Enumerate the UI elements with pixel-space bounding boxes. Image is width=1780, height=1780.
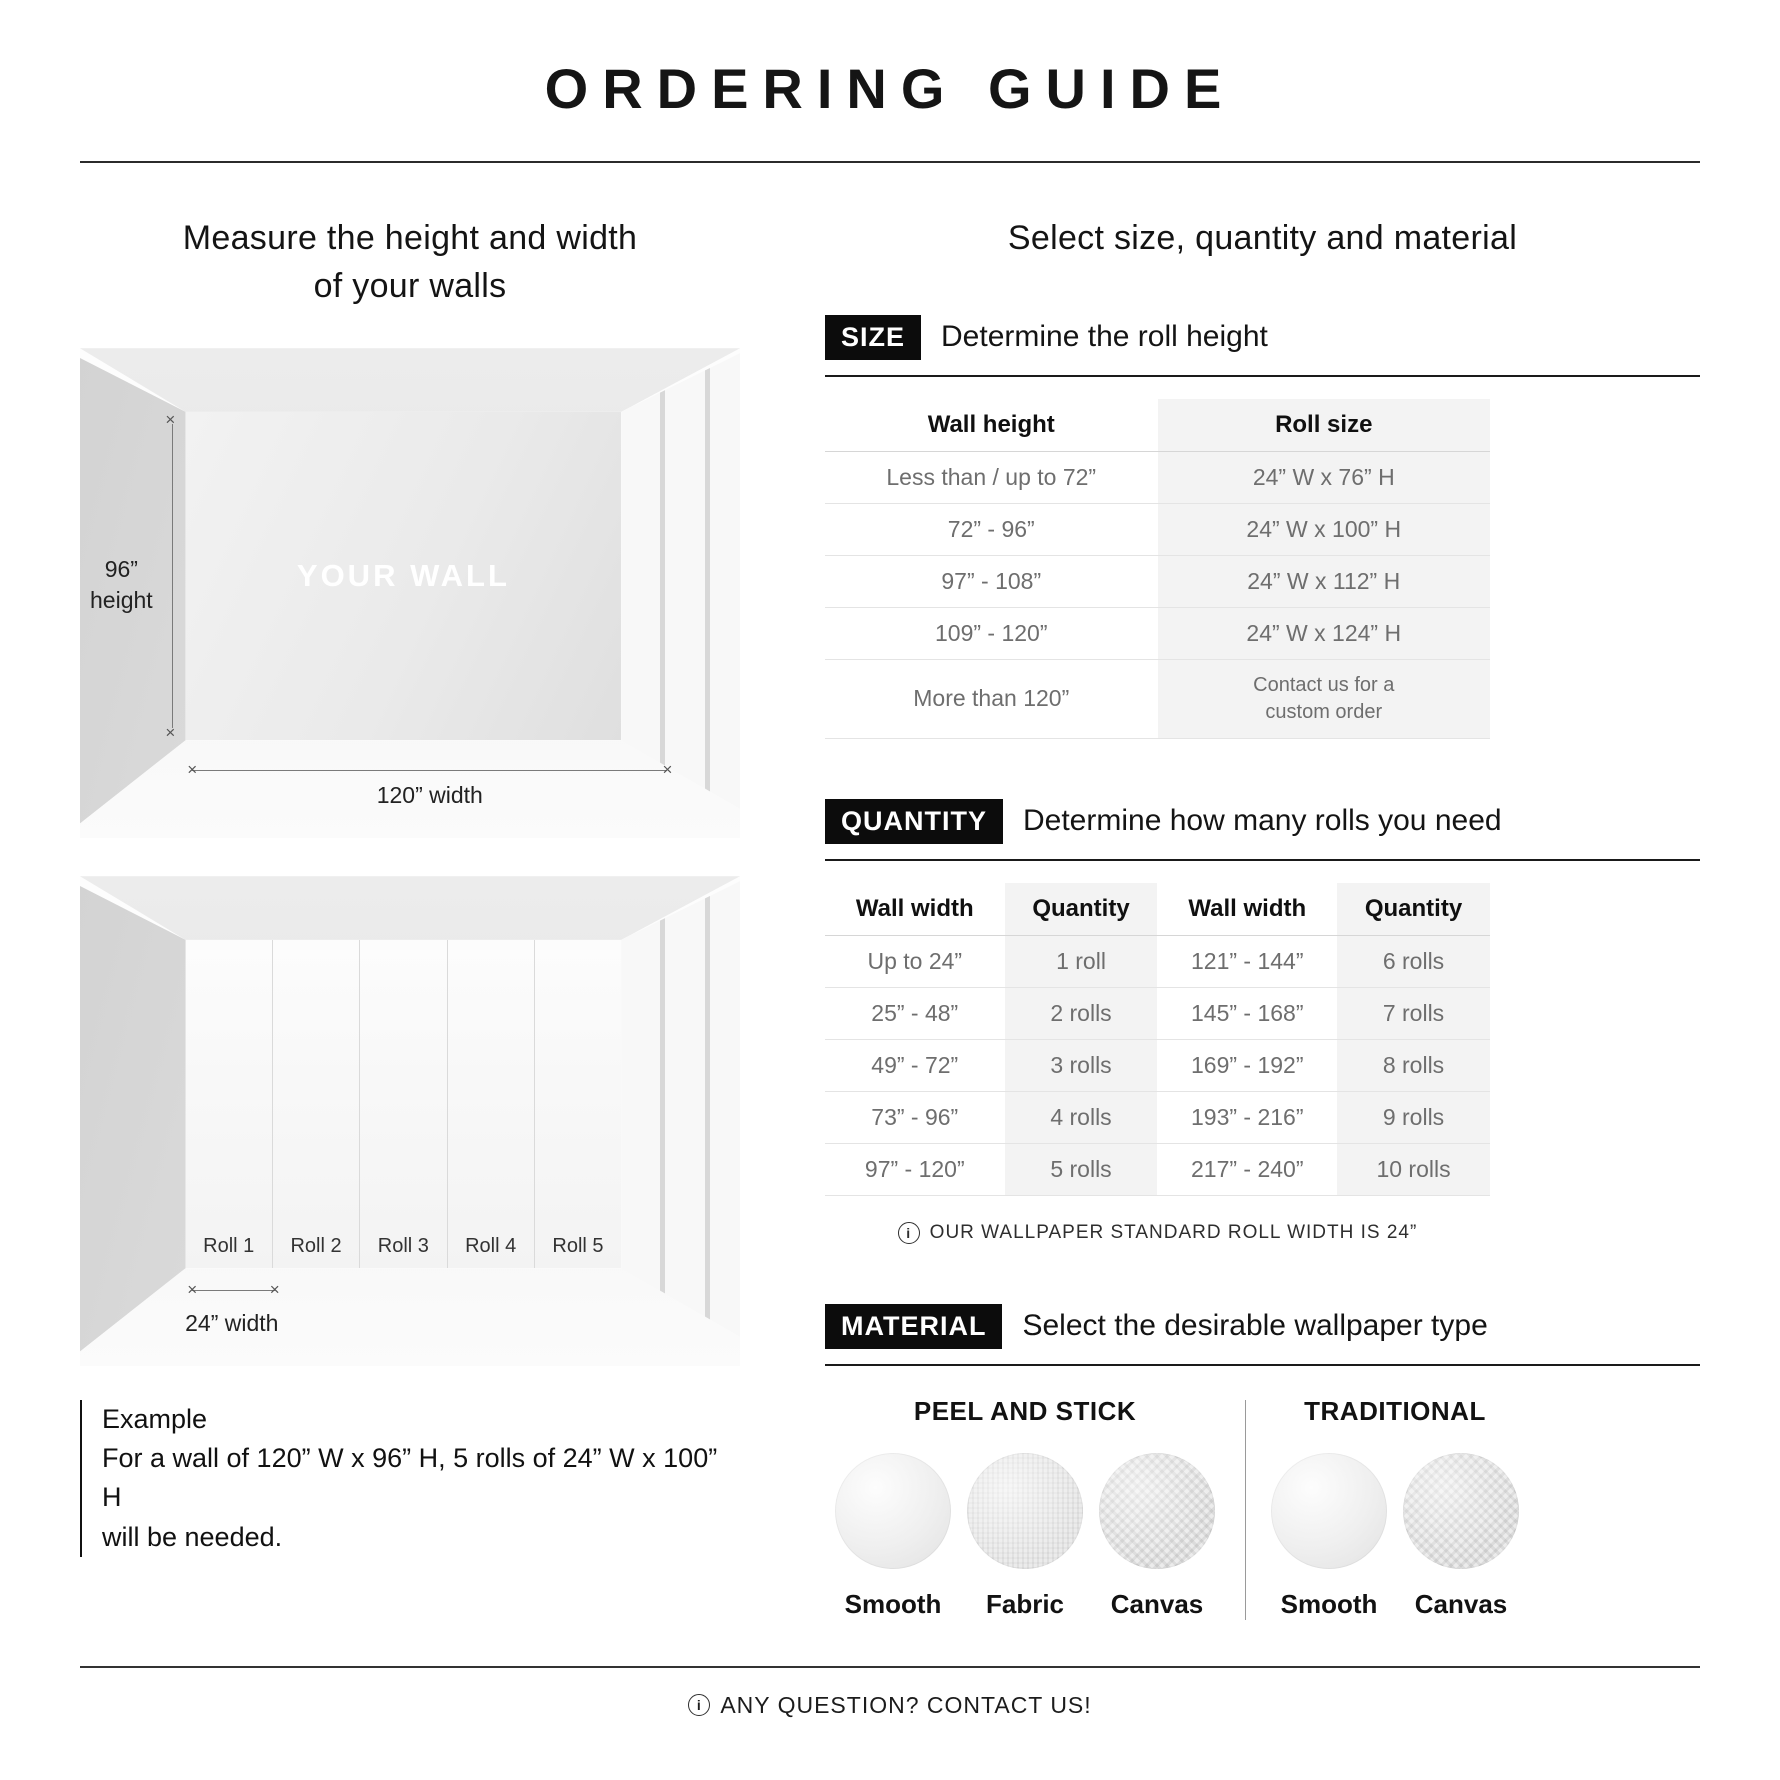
- peel-and-stick-group: [825, 1396, 1225, 1620]
- info-icon: [688, 1694, 710, 1716]
- swatch-smooth: [832, 1453, 954, 1620]
- quantity-row: [825, 987, 1490, 1039]
- traditional-group: [1266, 1396, 1524, 1620]
- wall-width-cell: 49” - 72”: [871, 1051, 959, 1078]
- wall-width-cell: 73” - 96”: [871, 1103, 959, 1130]
- qty-col-quantity-1: Quantity: [1005, 883, 1158, 936]
- roll-label: Roll 5: [552, 1235, 604, 1258]
- size-row: [825, 659, 1490, 738]
- roll-size-cell: 24” W x 124” H: [1158, 607, 1491, 659]
- wall-height-cell: Less than / up to 72”: [886, 463, 1097, 490]
- swatch-canvas: [1096, 1453, 1218, 1620]
- select-section: [825, 215, 1700, 1620]
- quantity-cell: 7 rolls: [1337, 987, 1490, 1039]
- roll-label: Roll 4: [465, 1235, 517, 1258]
- roll-panels: [186, 940, 622, 1268]
- size-header: [825, 315, 1700, 377]
- your-wall-label: YOUR WALL: [296, 558, 510, 594]
- wall-height-cell: 72” - 96”: [947, 515, 1035, 542]
- roll-panel: [535, 940, 621, 1268]
- wall-width-cell: 121” - 144”: [1191, 947, 1304, 974]
- example-note: [80, 1400, 740, 1557]
- roll-label: Roll 2: [290, 1235, 342, 1258]
- quantity-cell: 5 rolls: [1005, 1143, 1158, 1195]
- traditional-title: TRADITIONAL: [1304, 1395, 1486, 1426]
- quantity-row: [825, 1091, 1490, 1143]
- wall-width-cell: Up to 24”: [867, 947, 963, 974]
- swatch-label: Canvas: [1110, 1588, 1204, 1619]
- size-row: [825, 503, 1490, 555]
- measure-heading: Measure the height and width of your walls: [182, 219, 638, 305]
- roll-size-cell: 24” W x 76” H: [1158, 451, 1491, 503]
- roll-size-cell: 24” W x 112” H: [1158, 555, 1491, 607]
- example-line2: will be needed.: [102, 1521, 283, 1552]
- size-row: [825, 451, 1490, 503]
- material-badge: MATERIAL: [825, 1304, 1002, 1349]
- swatch-label: Canvas: [1414, 1588, 1508, 1619]
- size-row: [825, 555, 1490, 607]
- roll-label: Roll 3: [377, 1235, 429, 1258]
- measure-section: [80, 215, 740, 1557]
- size-col-roll-size: Roll size: [1158, 399, 1491, 452]
- swatch-fabric: [964, 1453, 1086, 1620]
- swatch-smooth: [1268, 1453, 1390, 1620]
- size-section: [825, 315, 1700, 739]
- quantity-header-row: [825, 883, 1490, 936]
- quantity-row: [825, 935, 1490, 987]
- width-dimension-line: [192, 770, 667, 771]
- wall-width-cell: 193” - 216”: [1191, 1103, 1304, 1130]
- title-divider: [80, 161, 1700, 163]
- wall-width-cell: 169” - 192”: [1191, 1051, 1304, 1078]
- room-illustration-rolls: [80, 876, 740, 1366]
- info-icon: [898, 1222, 920, 1244]
- wall-height-cell: 97” - 108”: [941, 567, 1042, 594]
- your-wall-surface: [186, 412, 622, 740]
- swatch-canvas: [1400, 1453, 1522, 1620]
- width-dimension-label: 120” width: [376, 781, 483, 808]
- quantity-cell: 2 rolls: [1005, 987, 1158, 1039]
- qty-col-quantity-2: Quantity: [1337, 883, 1490, 936]
- quantity-cell: 10 rolls: [1337, 1143, 1490, 1195]
- material-subtitle: Select the desirable wallpaper type: [1022, 1309, 1488, 1343]
- quantity-row: [825, 1039, 1490, 1091]
- content-columns: [0, 215, 1780, 1620]
- size-header-row: [825, 399, 1490, 452]
- size-row: [825, 607, 1490, 659]
- material-groups: [825, 1396, 1525, 1620]
- wall-width-cell: 145” - 168”: [1191, 999, 1304, 1026]
- roll-size-cell: [1158, 659, 1491, 738]
- wall-width-cell: 25” - 48”: [871, 999, 959, 1026]
- quantity-cell: 6 rolls: [1337, 935, 1490, 987]
- height-word: height: [90, 587, 153, 614]
- roll-panel: [273, 940, 360, 1268]
- swatch-label: Smooth: [844, 1588, 942, 1619]
- size-col-wall-height: Wall height: [927, 410, 1055, 438]
- quantity-cell: 3 rolls: [1005, 1039, 1158, 1091]
- roll-panel: [448, 940, 535, 1268]
- roll-width-note-text: OUR WALLPAPER STANDARD ROLL WIDTH IS 24”: [929, 1221, 1418, 1243]
- quantity-badge: QUANTITY: [825, 799, 1003, 844]
- custom-order-note: Contact us for a custom order: [1253, 673, 1395, 723]
- roll-width-note: [825, 1222, 1490, 1244]
- roll-panel: [360, 940, 447, 1268]
- quantity-subtitle: Determine how many rolls you need: [1023, 804, 1502, 838]
- quantity-table: [825, 883, 1490, 1196]
- quantity-cell: 9 rolls: [1337, 1091, 1490, 1143]
- height-dimension-label: [90, 554, 153, 616]
- height-value: 96”: [104, 555, 138, 582]
- wall-height-cell: 109” - 120”: [934, 619, 1048, 646]
- roll-width-dimension-line: [192, 1290, 275, 1291]
- fabric-texture-icon: [967, 1453, 1083, 1569]
- material-header: [825, 1304, 1700, 1366]
- roll-label: Roll 1: [203, 1235, 255, 1258]
- smooth-texture-icon: [835, 1453, 951, 1569]
- quantity-section: [825, 799, 1700, 1244]
- page-title: ORDERING GUIDE: [544, 57, 1236, 120]
- quantity-cell: 4 rolls: [1005, 1091, 1158, 1143]
- swatch-label: Smooth: [1280, 1588, 1378, 1619]
- size-subtitle: Determine the roll height: [941, 320, 1268, 354]
- wall-width-cell: 217” - 240”: [1191, 1155, 1304, 1182]
- swatch-label: Fabric: [985, 1588, 1065, 1619]
- roll-panel: [186, 940, 273, 1268]
- select-heading: Select size, quantity and material: [1007, 219, 1518, 257]
- size-badge: SIZE: [825, 315, 921, 360]
- canvas-texture-icon: [1099, 1453, 1215, 1569]
- roll-size-cell: 24” W x 100” H: [1158, 503, 1491, 555]
- footer-contact-text: ANY QUESTION? CONTACT US!: [720, 1691, 1092, 1718]
- qty-col-wall-width-1: Wall width: [855, 894, 974, 922]
- quantity-cell: 1 roll: [1005, 935, 1158, 987]
- footer-divider: [80, 1666, 1700, 1668]
- quantity-row: [825, 1143, 1490, 1195]
- example-line1: For a wall of 120” W x 96” H, 5 rolls of 24” W x 100” H: [102, 1443, 718, 1513]
- room-illustration-your-wall: [80, 348, 740, 838]
- canvas-texture-icon: [1403, 1453, 1519, 1569]
- roll-width-dimension-label: 24” width: [185, 1309, 279, 1336]
- footer-contact: [0, 1692, 1780, 1719]
- peel-and-stick-title: PEEL AND STICK: [913, 1395, 1137, 1426]
- height-dimension-line: [172, 424, 173, 728]
- smooth-texture-icon: [1271, 1453, 1387, 1569]
- peel-swatch-row: [825, 1453, 1225, 1620]
- qty-col-wall-width-2: Wall width: [1188, 894, 1307, 922]
- material-section: [825, 1304, 1700, 1620]
- quantity-header: [825, 799, 1700, 861]
- wall-height-cell: More than 120”: [913, 685, 1070, 712]
- quantity-cell: 8 rolls: [1337, 1039, 1490, 1091]
- example-title: Example: [102, 1404, 208, 1435]
- material-group-divider: [1245, 1400, 1246, 1620]
- traditional-swatch-row: [1266, 1453, 1524, 1620]
- size-table: [825, 399, 1490, 739]
- wall-width-cell: 97” - 120”: [864, 1155, 965, 1182]
